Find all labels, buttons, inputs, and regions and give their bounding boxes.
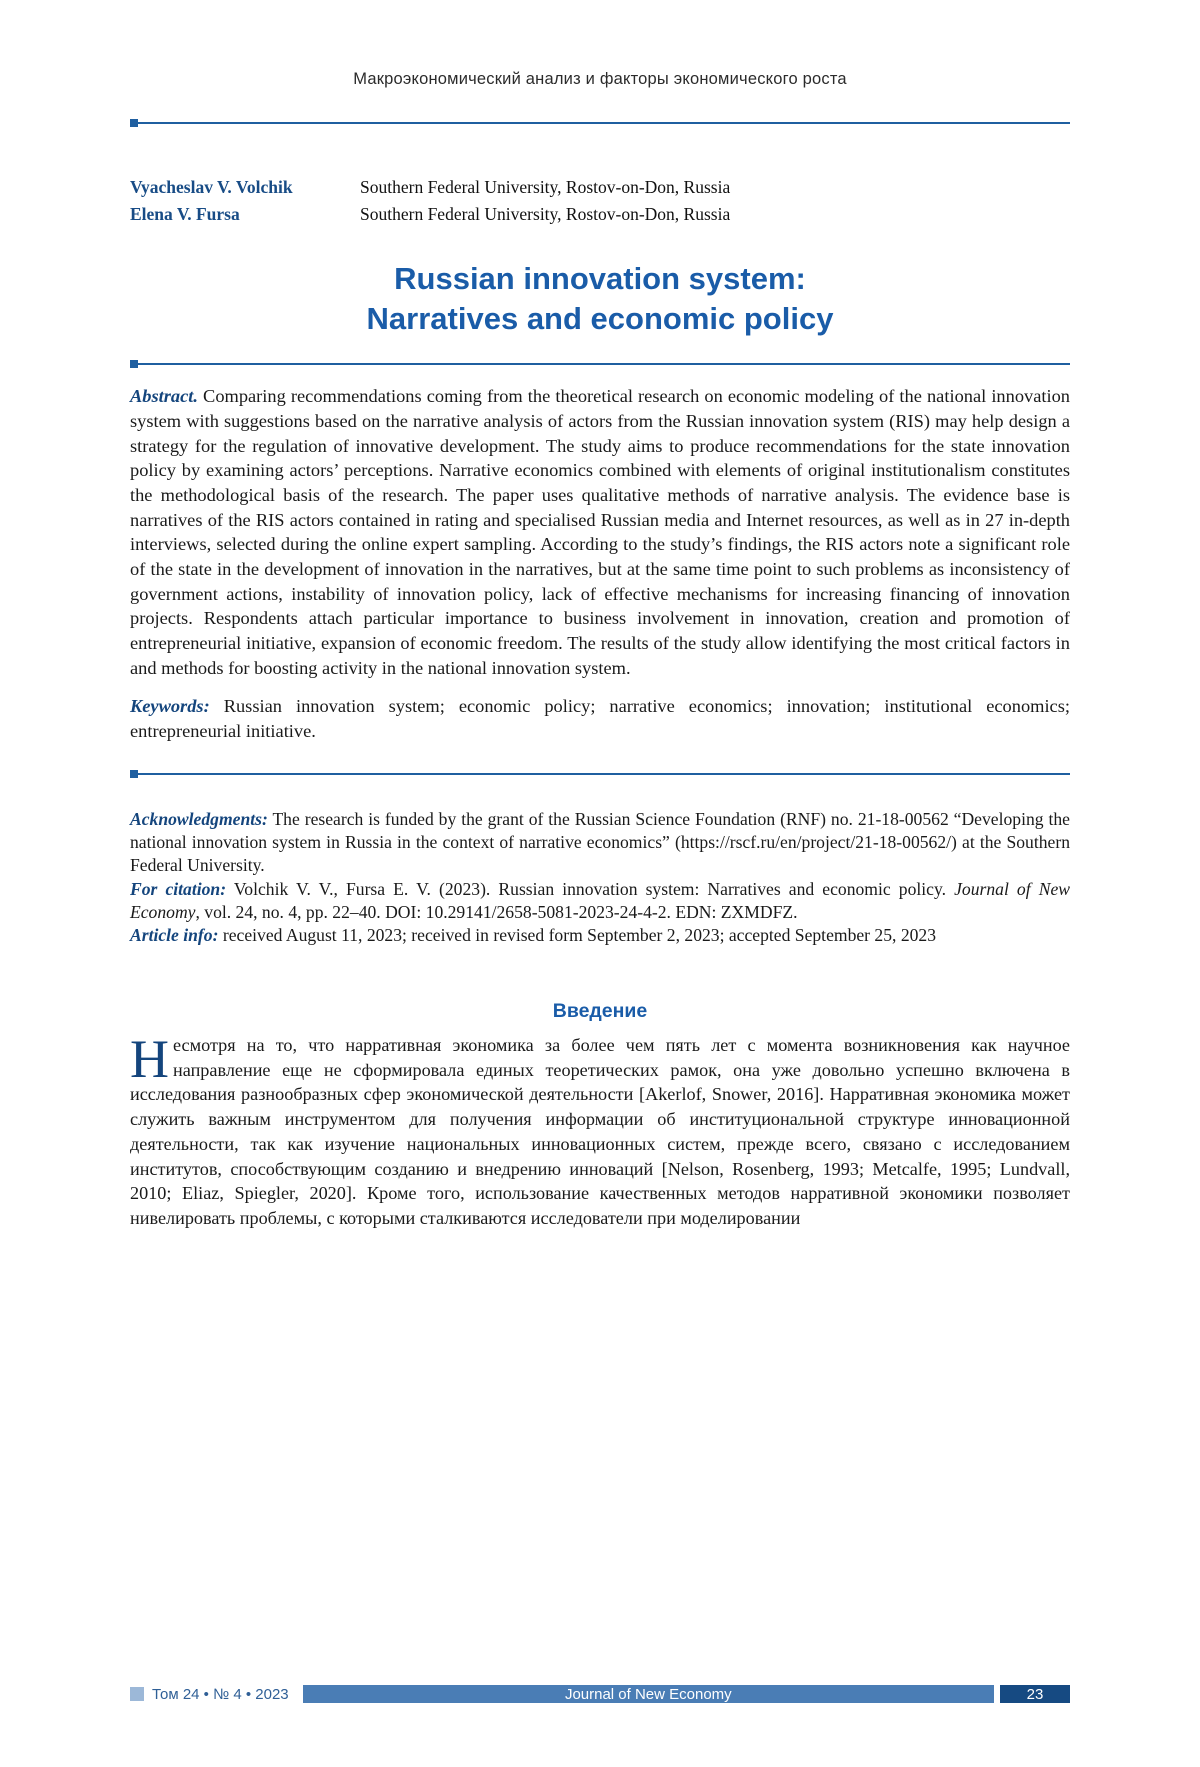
author-affiliation: Southern Federal University, Rostov-on-Don, Russia	[360, 204, 731, 224]
running-head	[130, 70, 1070, 110]
rule-line	[138, 122, 1070, 124]
footer-square-icon	[130, 1687, 144, 1701]
article-info-label: Article info:	[130, 925, 219, 946]
author-row	[130, 204, 1070, 225]
drop-cap: Н	[130, 1028, 169, 1089]
page-title	[130, 259, 1070, 338]
abstract-rule	[130, 770, 1070, 778]
running-head-text: Макроэкономический анализ и факторы экономического роста	[353, 70, 847, 88]
title-line-1: Russian innovation system:	[394, 261, 806, 296]
section-heading: Введение	[552, 999, 648, 1022]
citation	[130, 878, 1070, 925]
abstract-label: Abstract.	[130, 386, 198, 407]
title-rule	[130, 360, 1070, 368]
keywords-label: Keywords:	[130, 696, 210, 717]
footer-bar	[303, 1685, 994, 1703]
footer-journal-name: Journal of New Economy	[564, 1685, 732, 1703]
rule-line	[138, 773, 1070, 775]
article-info	[130, 924, 1070, 947]
author-name: Elena V. Fursa	[130, 204, 240, 224]
acknowledgments-text: The research is funded by the grant of the Russian Science Foundation (RNF) no. 21-18-00562 “Developing the national innovation system in Russia in the context of narrative economics” (https://rscf.ru/en/project/21-18-00562/) at the Southern Federal University.	[130, 808, 1070, 876]
citation-journal: Journal of New Economy	[130, 878, 1070, 923]
citation-text-part2: , vol. 24, no. 4, pp. 22–40. DOI: 10.29141/2658-5081-2023-24-4-2. EDN: ZXMDFZ.	[195, 902, 798, 923]
author-name: Vyacheslav V. Volchik	[130, 177, 293, 197]
abstract-block	[130, 384, 1070, 680]
header-rule	[130, 119, 1070, 127]
page-footer	[130, 1683, 1070, 1705]
section-paragraph	[130, 1028, 1070, 1231]
article-page	[0, 70, 1200, 1767]
abstract-text: Comparing recommendations coming from the theoretical research on economic modeling of the national innovation system with suggestions based on the narrative analysis of actors from the Russian innovation system (RIS) may help design a strategy for the regulation of innovative development. The study aims to produce recommendations for the state innovation policy by examining actors’ perceptions. Narrative economics combined with elements of original institutionalism constitutes the methodological basis of the research. The paper uses qualitative methods of narrative analysis. The evidence base is narratives of the RIS actors contained in rating and specialised Russian media and Internet resources, as well as in 27 in-depth interviews, selected during the online expert sampling. According to the study’s findings, the RIS actors note a significant role of the state in the development of innovation in the narratives, but at the same time point to such problems as inconsistency of government actions, instability of innovation policy, lack of effective mechanisms for increasing financing of innovation projects. Respondents attach particular importance to business involvement in innovation, creation and promotion of entrepreneurial initiative, expansion of economic freedom. The results of the study allow identifying the most critical factors in and methods for boosting activity in the national innovation system.	[130, 386, 1070, 678]
rule-line	[138, 363, 1070, 365]
keywords-text: Russian innovation system; economic policy; narrative economics; innovation; institutional economics; entrepreneurial initiative.	[130, 696, 1070, 741]
title-line-2: Narratives and economic policy	[366, 300, 834, 336]
notes-block	[130, 808, 1070, 948]
author-affiliation: Southern Federal University, Rostov-on-Don, Russia	[360, 177, 731, 197]
rule-dot-icon	[130, 119, 138, 127]
citation-text-part1: Volchik V. V., Fursa E. V. (2023). Russian innovation system: Narratives and economic policy.	[233, 878, 955, 899]
rule-dot-icon	[130, 770, 138, 778]
rule-dot-icon	[130, 360, 138, 368]
citation-label: For citation:	[130, 878, 227, 899]
author-row	[130, 177, 1070, 198]
section-paragraph-text: есмотря на то, что нарративная экономика за более чем пять лет с момента возникновения как научное направление еще не сформировала единых теоретических рамок, она уже довольно успешно включена в исследования разнообразных сфер экономической деятельности [Akerlof, Snower, 2016]. Нарративная экономика может служить важным инструментом для получения информации об институциональной структуре инновационной деятельности, так как изучение национальных инновационных систем, прежде всего, связано с исследованием институтов, способствующим созданию и внедрению инноваций [Nelson, Rosenberg, 1993; Metcalfe, 1995; Lundvall, 2010; Eliaz, Spiegler, 2020]. Кроме того, использование качественных методов нарративной экономики позволяет нивелировать проблемы, с которыми сталкиваются исследователи при моделировании	[130, 1034, 1070, 1229]
footer-volume-info: Том 24 • № 4 • 2023	[152, 1685, 289, 1703]
article-info-text: received August 11, 2023; received in revised form September 2, 2023; accepted September 25, 2023	[222, 925, 937, 946]
keywords-block	[130, 694, 1070, 743]
author-list	[130, 177, 1070, 225]
footer-page-number: 23	[1000, 1685, 1070, 1703]
acknowledgments	[130, 808, 1070, 878]
acknowledgments-label: Acknowledgments:	[130, 808, 268, 829]
